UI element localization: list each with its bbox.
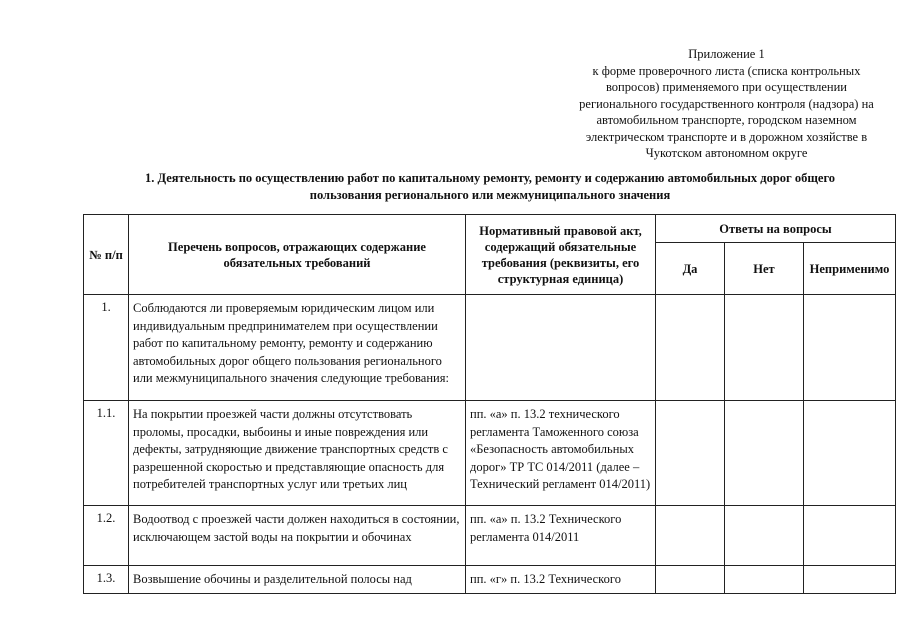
row-question: Соблюдаются ли проверяемым юридическим лицом или индивидуальным предпринимателем при осуществлении работ по капитальному ремонту, ремонту и содержанию автомобильных дорог общего пользования регионального или межмуниципального значения следующие требования: [129,295,466,401]
header-yes: Да [656,243,725,295]
section-title-line: пользования регионального или межмуниципального значения [309,187,671,202]
answer-no-cell[interactable] [725,506,804,566]
row-number: 1.1. [84,401,129,506]
table-row [84,566,896,594]
appendix-line: вопросов) применяемого при осуществлении [605,80,847,94]
header-legal-act: Нормативный правовой акт, содержащий обязательные требования (реквизиты, его структурная единица) [466,215,656,295]
answer-na-cell[interactable] [804,401,896,506]
header-answers: Ответы на вопросы [656,215,896,243]
appendix-line: регионального государственного контроля (надзора) на [579,96,874,111]
row-number: 1. [84,295,129,401]
table-row [84,401,896,506]
row-question: На покрытии проезжей части должны отсутствовать проломы, просадки, выбоины и иные повреждения или дефекты, затрудняющие движение транспортных средств с разрешенной скоростью и представляющие опасность для потребителей транспортных услуг или третьих лиц [129,401,466,506]
appendix-line: автомобильном транспорте, городском наземном [596,113,857,127]
section-title-line: 1. Деятельность по осуществлению работ по капитальному ремонту, ремонту и содержанию автомобильных дорог общего [144,171,836,185]
answer-yes-cell[interactable] [656,506,725,566]
row-legal-act: пп. «а» п. 13.2 технического регламента Таможенного союза «Безопасность автомобильных дорог» ТР ТС 014/2011 (далее – Технический регламент 014/2011) [466,401,656,506]
row-legal-act: пп. «а» п. 13.2 Технического регламента 014/2011 [466,506,656,566]
row-legal-act: пп. «г» п. 13.2 Технического [466,566,656,594]
appendix-line: к форме проверочного листа (списка контрольных [592,63,861,78]
requirements-table [83,214,896,594]
table-row [84,295,896,401]
row-number: 1.3. [84,566,129,594]
table-header-row [84,215,896,243]
header-number: № п/п [84,215,129,295]
row-question: Возвышение обочины и разделительной полосы над [129,566,466,594]
header-questions: Перечень вопросов, отражающих содержание обязательных требований [129,215,466,295]
answer-no-cell[interactable] [725,295,804,401]
answer-yes-cell[interactable] [656,295,725,401]
section-title [90,170,890,203]
appendix-line: Чукотском автономном округе [645,146,808,160]
answer-no-cell[interactable] [725,566,804,594]
appendix-line: Приложение 1 [688,47,765,61]
answer-no-cell[interactable] [725,401,804,506]
row-question: Водоотвод с проезжей части должен находиться в состоянии, исключающем застой воды на покрытии и обочинах [129,506,466,566]
answer-na-cell[interactable] [804,566,896,594]
answer-na-cell[interactable] [804,506,896,566]
answer-yes-cell[interactable] [656,401,725,506]
appendix-header [560,46,893,162]
header-no: Нет [725,243,804,295]
answer-na-cell[interactable] [804,295,896,401]
header-not-applicable: Неприменимо [804,243,896,295]
row-legal-act [466,295,656,401]
answer-yes-cell[interactable] [656,566,725,594]
row-number: 1.2. [84,506,129,566]
appendix-line: электрическом транспорте и в дорожном хозяйстве в [585,129,868,144]
table-row [84,506,896,566]
